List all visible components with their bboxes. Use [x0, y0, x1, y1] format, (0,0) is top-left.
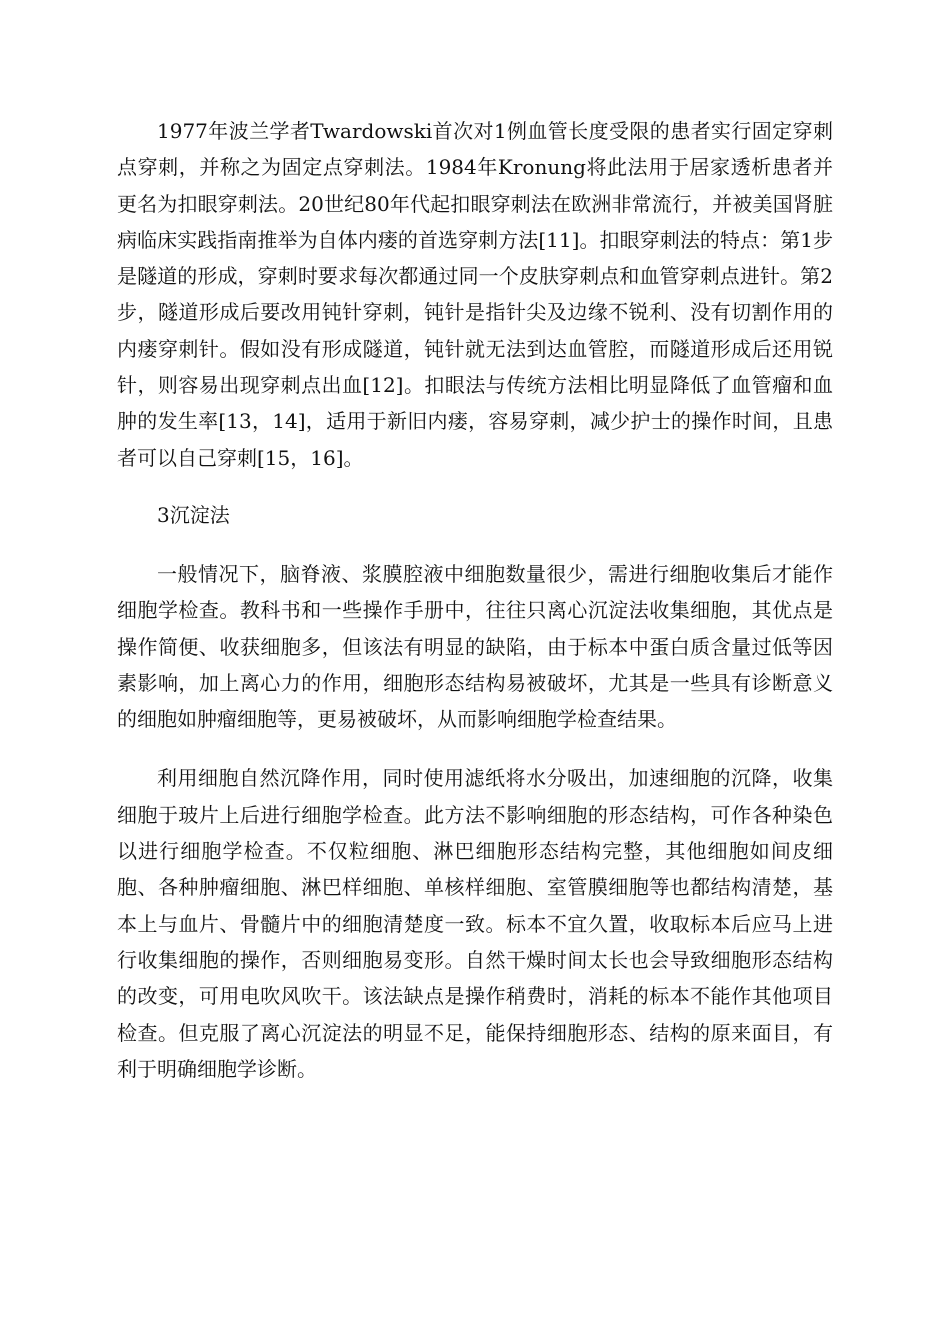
paragraph-centrifuge-method: 一般情况下，脑脊液、浆膜腔液中细胞数量很少，需进行细胞收集后才能作细胞学检查。教科书和一些操作手册中，往往只离心沉淀法收集细胞，其优点是操作简便、收获细胞多，但该法有明显的缺陷，由于标本中蛋白质含量过低等因素影响，加上离心力的作用，细胞形态结构易被破坏，尤其是一些具有诊断意义的细胞如肿瘤细胞等，更易被破坏，从而影响细胞学检查结果。 — [117, 561, 833, 732]
paragraph-natural-sedimentation: 利用细胞自然沉降作用，同时使用滤纸将水分吸出，加速细胞的沉降，收集细胞于玻片上后进行细胞学检查。此方法不影响细胞的形态结构，可作各种染色以进行细胞学检查。不仅粒细胞、淋巴细胞形态结构完整，其他细胞如间皮细胞、各种肿瘤细胞、淋巴样细胞、单核样细胞、室管膜细胞等也都结构清楚，基本上与血片、骨髓片中的细胞清楚度一致。标本不宜久置，收取标本后应马上进行收集细胞的操作，否则细胞易变形。自然干燥时间太长也会导致细胞形态结构的改变，可用电吹风吹干。该法缺点是操作稍费时，消耗的标本不能作其他项目检查。但克服了离心沉淀法的明显不足，能保持细胞形态、结构的原来面目，有利于明确细胞学诊断。 — [117, 766, 833, 1081]
document-body — [117, 113, 833, 1087]
section-heading-sedimentation: 3沉淀法 — [157, 502, 230, 527]
paragraph-buttonhole-puncture: 1977年波兰学者Twardowski首次对1例血管长度受限的患者实行固定穿刺点穿刺，并称之为固定点穿刺法。1984年Kronung将此法用于居家透析患者并更名为扣眼穿刺法。20世纪80年代起扣眼穿刺法在欧洲非常流行，并被美国肾脏病临床实践指南推举为自体内瘘的首选穿刺方法[11]。扣眼穿刺法的特点：第1步是隧道的形成，穿刺时要求每次都通过同一个皮肤穿刺点和血管穿刺点进针。第2步，隧道形成后要改用钝针穿刺，钝针是指针尖及边缘不锐利、没有切割作用的内瘘穿刺针。假如没有形成隧道，钝针就无法到达血管腔，而隧道形成后还用锐针，则容易出现穿刺点出血[12]。扣眼法与传统方法相比明显降低了血管瘤和血肿的发生率[13，14]，适用于新旧内瘘，容易穿刺，减少护士的操作时间，且患者可以自己穿刺[15，16]。 — [117, 119, 833, 470]
